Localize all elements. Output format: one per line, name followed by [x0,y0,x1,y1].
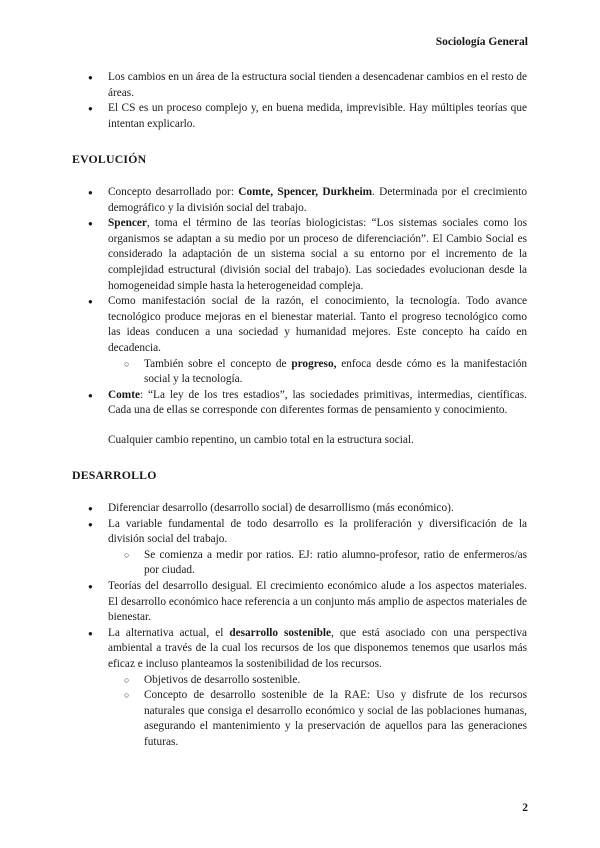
sub-list-item: ○ Se comienza a medir por ratios. EJ: ratio alumno-profesor, ratio de enfermeros/as por ciudad. [108,548,527,579]
text: La alternativa actual, el [108,626,230,639]
text: : “La ley de los tres estadios”, las sociedades primitivas, intermedias, científicas. Cada una de ellas se corresponde con diferentes formas de pensamiento y conocimiento. [108,388,527,417]
sub-list-item: ○ Objetivos de desarrollo sostenible. [108,673,527,689]
list-item: ● Los cambios en un área de la estructura social tienden a desencadenar cambios en el resto de áreas. [72,70,527,101]
paragraph-note: Cualquier cambio repentino, un cambio total en la estructura social. [108,433,414,446]
text: , que está asociado con una perspectiva ambiental a través de la cual los recursos de los que disponemos tenemos que usarlos más eficaz e incluso planteamos la sostenibilidad de los recursos. [108,626,528,670]
page-header-title: Sociología General [435,36,528,48]
bold-text: Spencer [108,217,147,230]
list-item: ● La variable fundamental de todo desarrollo es la proliferación y diversificación de la división social del trabajo. [72,517,527,548]
bold-text: Comte, Spencer, Durkheim [238,185,373,198]
list-item: ● El CS es un proceso complejo y, en buena medida, imprevisible. Hay múltiples teorías que intentan explicarlo. [72,101,527,132]
text: Concepto desarrollado por: [108,185,239,198]
bold-text: progreso, [291,357,337,370]
text: . Determinada por el crecimiento demográfico y la división social del trabajo. [108,185,527,214]
document-body [72,70,527,751]
list-item [72,294,527,356]
sub-list-item [108,357,527,388]
list-item: ● Diferenciar desarrollo (desarrollo social) de desarrollismo (más económico). [72,501,527,517]
text: , toma el término de las teorías biologicistas: “Los sistemas sociales como los organismos se adaptan a su medio por un proceso de diferenciación”. El Cambio Social es considerado la adaptación de un sistema social a su entorno por el incremento de la complejidad estructural (división social del trabajo). Las sociedades evolucionan desde la homogeneidad simple hasta la heterogeneidad compleja. [108,217,527,292]
list-item: ● Teorías del desarrollo desigual. El crecimiento económico alude a los aspectos materiales. El desarrollo económico hace referencia a un conjunto más amplio de aspectos materiales de bienestar. [72,579,527,626]
bold-text: desarrollo sostenible [229,626,332,639]
list-item [72,388,527,419]
list-item [72,626,527,673]
bold-text: Comte [108,388,140,401]
list-item [72,185,527,216]
text: Como manifestación social de la razón, el conocimiento, la tecnología. Todo avance tecnológico produce mejoras en el bienestar material. Tanto el progreso tecnológico como las ideas conducen a una sociedad y humanidad mejores. Este concepto ha caído en decadencia. [108,295,527,354]
page-number: 2 [522,802,528,814]
evolucion-list [72,185,527,419]
section-heading-desarrollo: DESARROLLO [72,468,157,483]
intro-list [72,70,527,132]
section-heading-evolucion: EVOLUCIÓN [72,152,147,167]
sub-list-item: ○ Concepto de desarrollo sostenible de la RAE: Uso y disfrute de los recursos naturales que consiga el desarrollo económico y social de las poblaciones humanas, asegurando el mantenimiento y la preservación de aquellos para las generaciones futuras. [108,688,527,750]
text: enfoca desde cómo es la manifestación social y la tecnología. [144,357,527,386]
list-item [72,216,527,294]
text: También sobre el concepto de [144,357,292,370]
desarrollo-list [72,501,527,751]
